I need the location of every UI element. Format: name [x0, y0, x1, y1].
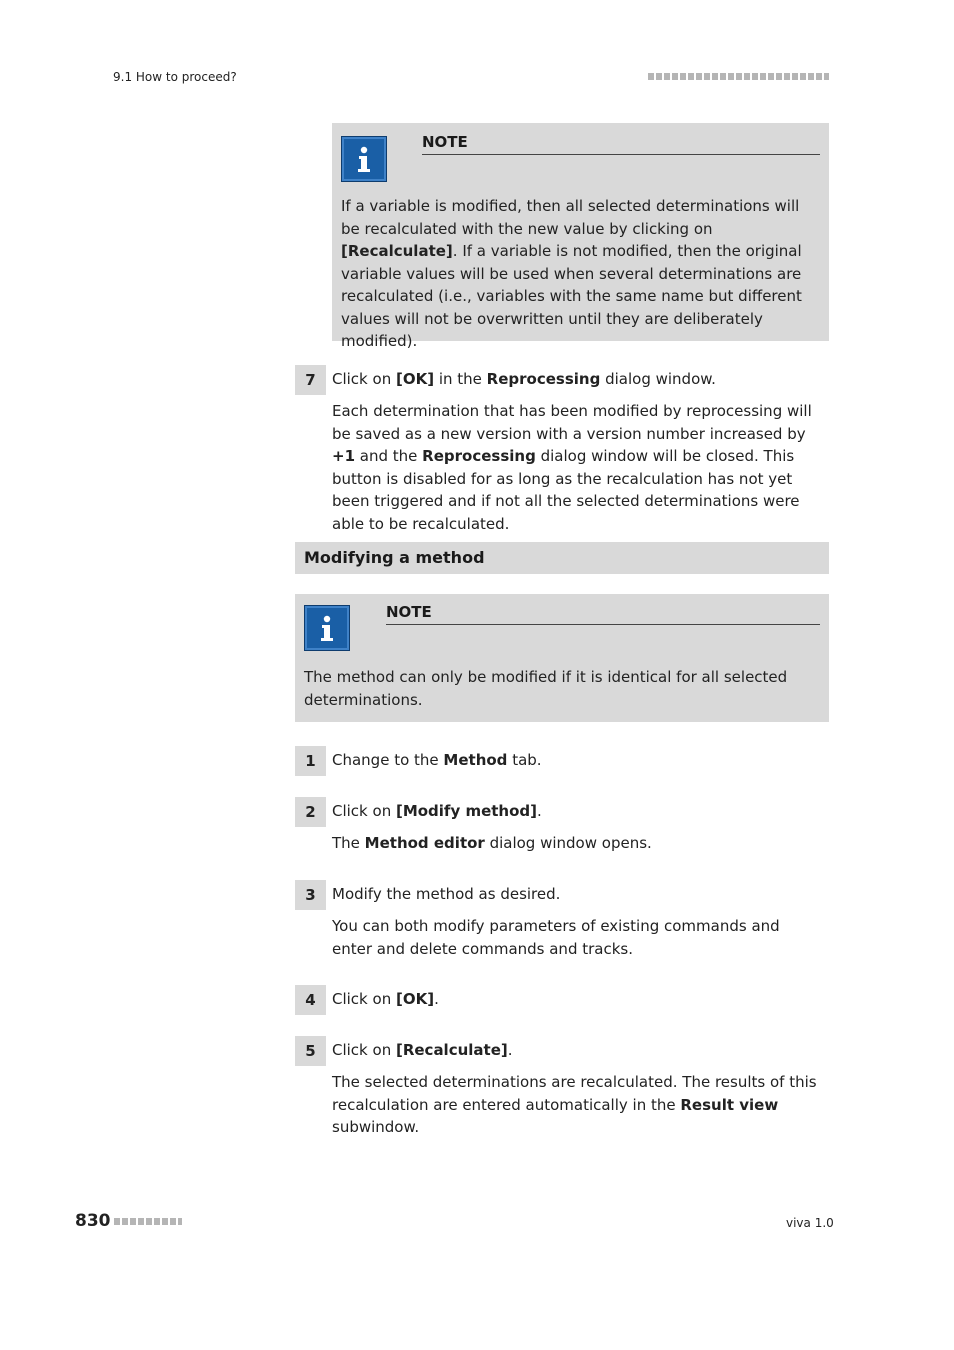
info-icon	[304, 605, 350, 651]
note-box-method	[295, 594, 829, 722]
step-description: Each determination that has been modified by reprocessing will be saved as a new version with a version number increased by +1 and the Reprocessing dialog window will be closed. This button is disabled for as long as the recalculation has not yet been triggered and if not all the selected determinations were able to be recalculated.	[332, 402, 812, 533]
step-instruction: Modify the method as desired.	[332, 885, 561, 903]
step-number: 3	[295, 880, 326, 910]
step-description: You can both modify parameters of existing commands and enter and delete commands and tracks.	[332, 917, 780, 958]
step-description: The Method editor dialog window opens.	[332, 834, 652, 852]
step-number: 7	[295, 365, 326, 395]
note-box-variable	[332, 123, 829, 350]
footer-decoration	[114, 1218, 182, 1225]
info-icon	[341, 136, 387, 182]
step-instruction: Click on [Modify method].	[332, 802, 542, 820]
section-heading: Modifying a method	[295, 542, 829, 574]
note-text: The method can only be modified if it is identical for all selected determinations.	[304, 668, 788, 709]
note-title: NOTE	[422, 133, 820, 155]
running-header-section: 9.1 How to proceed?	[113, 70, 237, 84]
step-instruction: Click on [OK].	[332, 990, 439, 1008]
note-title: NOTE	[386, 603, 820, 625]
step-number: 2	[295, 797, 326, 827]
step-instruction: Click on [OK] in the Reprocessing dialog window.	[332, 370, 716, 388]
step-number: 5	[295, 1036, 326, 1066]
step-instruction: Change to the Method tab.	[332, 751, 542, 769]
page-number: 830	[75, 1211, 111, 1231]
note-text: If a variable is modified, then all selected determinations will be recalculated with the new value by clicking on [Recalculate]. If a variable is not modified, then the original variable values will be used when several determinations are recalculated (i.e., variables with the same name but different values will not be overwritten until they are deliberately modified).	[341, 197, 802, 350]
step-number: 4	[295, 985, 326, 1015]
step-description: The selected determinations are recalculated. The results of this recalculation are entered automatically in the Result view subwindow.	[332, 1073, 817, 1136]
step-instruction: Click on [Recalculate].	[332, 1041, 513, 1059]
header-decoration	[648, 73, 829, 80]
product-version: viva 1.0	[786, 1216, 834, 1230]
step-number: 1	[295, 746, 326, 776]
